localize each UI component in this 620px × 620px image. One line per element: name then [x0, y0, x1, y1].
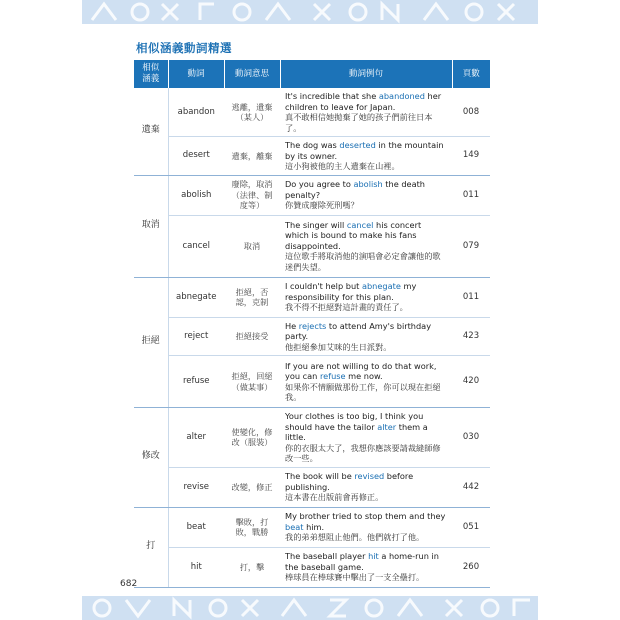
verb-cell: alter	[168, 408, 224, 468]
table-row	[134, 137, 490, 176]
example-text: his concert which is bound to make his fans disappointed.	[285, 219, 422, 251]
group-label: 打	[134, 507, 168, 587]
example-translation: 我的弟弟想阻止他們。他們就打了他。	[285, 532, 425, 543]
table-row	[134, 317, 490, 356]
example-text: her children to leave for Japan.	[285, 91, 442, 112]
example-cell	[280, 277, 452, 317]
verb-cell: cancel	[168, 215, 224, 277]
meaning-cell: 廢除，取消 （法律、制 度等）	[224, 175, 280, 215]
verb-cell: hit	[168, 547, 224, 587]
page-cell: 051	[452, 507, 490, 547]
highlighted-verb: cancel	[346, 219, 374, 230]
example-text: He	[285, 320, 299, 331]
top-decorative-band	[82, 0, 538, 24]
page-cell: 423	[452, 317, 490, 356]
meaning-cell: 取消	[224, 215, 280, 277]
example-text: the death penalty?	[285, 179, 425, 200]
example-text: The singer will	[285, 219, 347, 230]
header-page: 頁數	[452, 60, 490, 88]
example-text: I couldn't help but	[285, 281, 362, 292]
table-body	[134, 88, 490, 587]
example-translation: 你的衣服太大了，我想你應該要請裁縫師修改一些。	[285, 442, 441, 463]
example-cell	[280, 408, 452, 468]
verb-cell: abandon	[168, 88, 224, 137]
page-cell: 030	[452, 408, 490, 468]
example-text: It's incredible that she	[285, 91, 379, 101]
bottom-decorative-band	[82, 596, 538, 620]
example-text: them a little.	[285, 421, 428, 442]
example-translation: 這本書在出版前會再修正。	[285, 492, 384, 503]
verb-cell: abnegate	[168, 277, 224, 317]
highlighted-verb: abandoned	[378, 91, 425, 101]
table-row	[134, 547, 490, 587]
example-cell	[280, 467, 452, 507]
table-row	[134, 507, 490, 547]
table-row	[134, 88, 490, 137]
highlighted-verb: abnegate	[361, 281, 401, 292]
example-text: The book will be	[285, 471, 355, 482]
example-text: The baseball player	[285, 551, 369, 562]
example-text: My brother tried to stop them and they	[285, 511, 446, 522]
example-text: my responsibility for this plan.	[285, 281, 417, 302]
example-text: Your clothes is too big, I think you should have the tailor	[285, 411, 424, 432]
header-meaning: 動詞意思	[224, 60, 280, 88]
table-row	[134, 408, 490, 468]
section-title: 相似涵義動詞精選	[136, 41, 232, 55]
example-cell	[280, 547, 452, 587]
page-number: 682	[120, 579, 138, 589]
verb-cell: refuse	[168, 356, 224, 408]
header-verb: 動詞	[168, 60, 224, 88]
example-text: him.	[303, 521, 325, 532]
meaning-cell: 逃離，遺棄 （某人）	[224, 88, 280, 137]
table-row	[134, 467, 490, 507]
header-example: 動詞例句	[280, 60, 452, 88]
meaning-cell: 拒絕接受	[224, 317, 280, 356]
example-text: The dog was	[285, 140, 340, 150]
page-cell: 011	[452, 277, 490, 317]
verb-cell: reject	[168, 317, 224, 356]
page-cell: 008	[452, 88, 490, 137]
example-translation: 棒球員在棒球賽中擊出了一支全壘打。	[285, 572, 425, 583]
vocabulary-table	[134, 60, 490, 588]
meaning-cell: 拒絕，否 認，克制	[224, 277, 280, 317]
group-label: 修改	[134, 408, 168, 508]
highlighted-verb: hit	[368, 551, 379, 562]
highlighted-verb: refuse	[319, 371, 346, 381]
example-translation: 如果你不情願做那份工作，你可以現在拒絕我。	[285, 381, 441, 402]
table-header-row	[134, 60, 490, 88]
example-cell	[280, 356, 452, 408]
bottom-band-pattern	[82, 596, 538, 620]
example-text: a home-run in the baseball game.	[285, 551, 439, 572]
example-cell	[280, 317, 452, 356]
example-text: before publishing.	[285, 471, 414, 492]
example-translation: 真不敢相信她拋棄了她的孩子們前往日本了。	[285, 112, 433, 133]
table-row	[134, 277, 490, 317]
example-text: to attend Amy's birthday party.	[285, 320, 432, 341]
highlighted-verb: abolish	[353, 179, 383, 190]
group-label: 取消	[134, 175, 168, 277]
highlighted-verb: beat	[285, 521, 304, 532]
header-group: 相似 涵義	[134, 60, 168, 88]
example-text: If you are not willing to do that work, you can	[285, 360, 437, 381]
meaning-cell: 打，擊	[224, 547, 280, 587]
meaning-cell: 使變化，修 改（服裝）	[224, 408, 280, 468]
example-translation: 你贊成廢除死刑嗎？	[285, 200, 359, 211]
highlighted-verb: alter	[377, 421, 397, 432]
meaning-cell: 擊敗，打 敗，戰勝	[224, 507, 280, 547]
page-cell: 011	[452, 175, 490, 215]
highlighted-verb: rejects	[298, 320, 327, 331]
example-translation: 這位歌手將取消他的演唱會必定會讓他的歌迷們失望。	[285, 251, 441, 272]
top-band-pattern	[82, 0, 538, 24]
meaning-cell: 改變，修正	[224, 467, 280, 507]
meaning-cell: 遺棄，離棄	[224, 137, 280, 176]
page-cell: 149	[452, 137, 490, 176]
table-row	[134, 215, 490, 277]
group-label: 遺棄	[134, 88, 168, 175]
table-row	[134, 175, 490, 215]
meaning-cell: 拒絕，回絕 （做某事）	[224, 356, 280, 408]
example-text: in the mountain by its owner.	[285, 140, 444, 161]
example-cell	[280, 88, 452, 137]
highlighted-verb: deserted	[339, 140, 376, 150]
group-label: 拒絕	[134, 277, 168, 408]
example-cell	[280, 507, 452, 547]
page-cell: 079	[452, 215, 490, 277]
verb-cell: revise	[168, 467, 224, 507]
example-cell	[280, 137, 452, 176]
table-row	[134, 356, 490, 408]
page-cell: 442	[452, 467, 490, 507]
highlighted-verb: revised	[354, 471, 385, 482]
example-cell	[280, 175, 452, 215]
example-cell	[280, 215, 452, 277]
example-text: Do you agree to	[285, 179, 354, 190]
page-cell: 260	[452, 547, 490, 587]
verb-cell: desert	[168, 137, 224, 176]
example-translation: 他拒絕參加艾咪的生日派對。	[285, 341, 392, 352]
example-translation: 這小狗被他的主人遺棄在山裡。	[285, 161, 400, 171]
verb-cell: beat	[168, 507, 224, 547]
verb-cell: abolish	[168, 175, 224, 215]
example-translation: 我不得不拒絕對這計畫的責任了。	[285, 302, 408, 313]
page-cell: 420	[452, 356, 490, 408]
example-text: me now.	[345, 371, 383, 381]
